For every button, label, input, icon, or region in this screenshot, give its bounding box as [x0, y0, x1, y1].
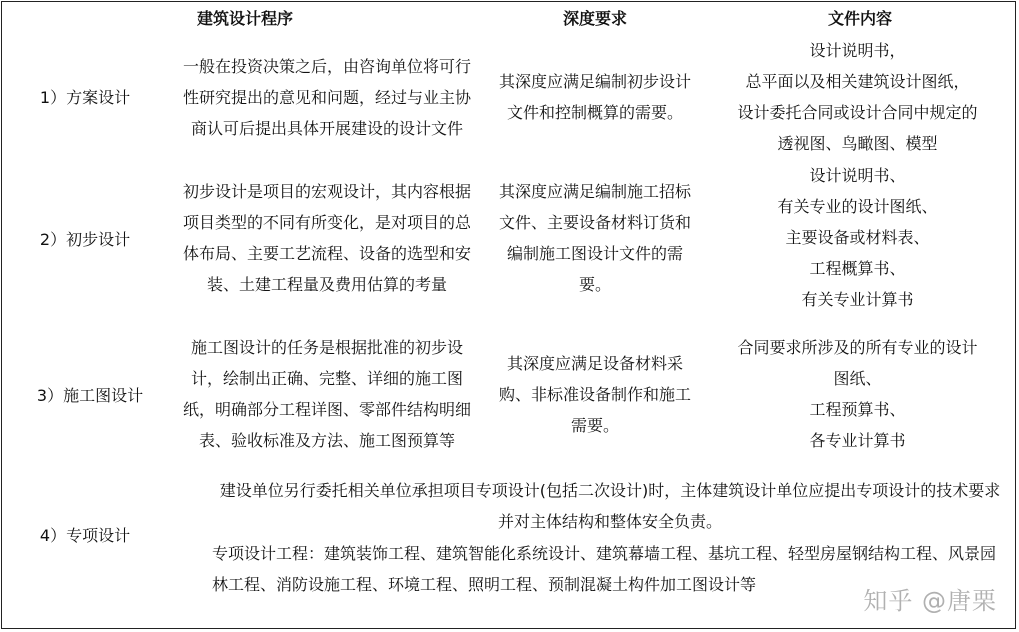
stage-label: 1）方案设计: [39, 87, 131, 107]
content-line: 设计说明书、: [809, 166, 906, 185]
content-line: 设计委托合同或设计合同中规定的: [737, 103, 978, 122]
content-list: [700, 160, 1015, 315]
procedure-text: 初步设计是项目的宏观设计，其内容根据项目类型的不同有所变化，是对项目的总体布局、主要工艺流程、设备的选型和安装、土建工程量及费用估算的考量: [182, 181, 471, 294]
stage-label: 2）初步设计: [39, 229, 131, 249]
header-depth: 深度要求: [562, 9, 627, 28]
content-list: [700, 35, 1015, 159]
content-list: [700, 332, 1015, 456]
special-design-requirement: 建设单位另行委托相关单位承担项目专项设计(包括二次设计)时，主体建筑设计单位应提出专项设计的技术要求并对主体结构和整体安全负责。: [219, 481, 1001, 531]
stage-label: 3）施工图设计: [36, 385, 144, 405]
header-content: 文件内容: [827, 9, 892, 28]
content-line: 各专业计算书: [809, 431, 906, 450]
depth-text: 其深度应满足设备材料采购、非标准设备制作和施工需要。: [498, 353, 691, 435]
stage-label: 4）专项设计: [39, 525, 131, 545]
content-line: 透视图、鸟瞰图、模型: [777, 134, 938, 153]
content-line: 合同要求所涉及的所有专业的设计: [737, 338, 978, 357]
special-design-scope: 专项设计工程：建筑装饰工程、建筑智能化系统设计、建筑幕墙工程、基坑工程、轻型房屋钢结构工程、风景园林工程、消防设施工程、环境工程、照明工程、预制混凝土构件加工图设计等: [212, 544, 997, 594]
content-line: 工程概算书、: [809, 259, 906, 278]
content-line: 总平面以及相关建筑设计图纸，: [745, 72, 970, 91]
content-line: 设计说明书，: [809, 41, 906, 60]
content-line: 有关专业计算书: [801, 290, 914, 309]
watermark: 知乎 @唐栗: [863, 587, 997, 615]
content-line: 有关专业的设计图纸、: [777, 197, 938, 216]
depth-text: 其深度应满足编制施工招标文件、主要设备材料订货和编制施工图设计文件的需要。: [498, 182, 691, 294]
procedure-text: 施工图设计的任务是根据批准的初步设计，绘制出正确、完整、详细的施工图纸，明确部分工程详图、零部件结构明细表、验收标准及方法、施工图预算等: [182, 337, 471, 450]
header-procedure: 建筑设计程序: [196, 9, 293, 28]
depth-text: 其深度应满足编制初步设计文件和控制概算的需要。: [498, 72, 691, 122]
content-line: 工程预算书、: [809, 400, 906, 419]
content-line: 图纸、: [833, 369, 882, 388]
content-line: 主要设备或材料表、: [785, 228, 930, 247]
procedure-text: 一般在投资决策之后，由咨询单位将可行性研究提出的意见和问题，经过与业主协商认可后提出具体开展建设的设计文件: [182, 56, 471, 138]
